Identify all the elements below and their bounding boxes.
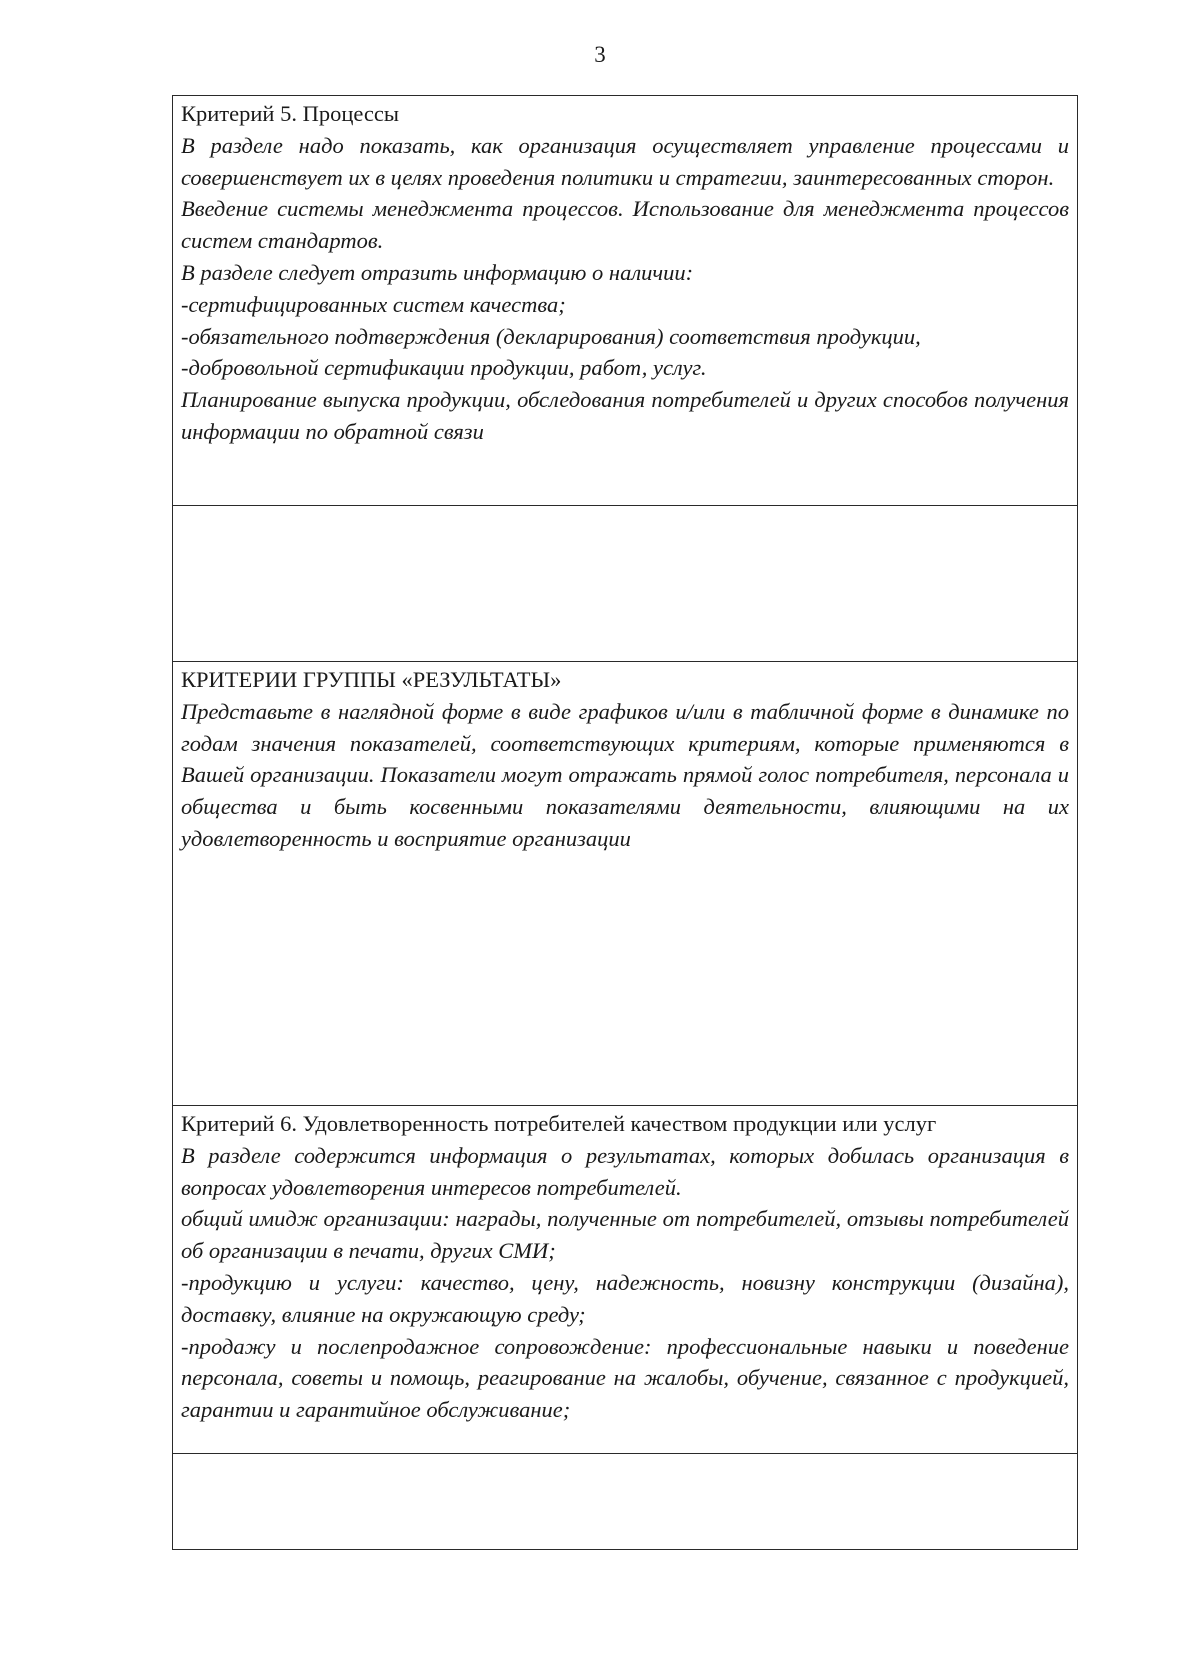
criterion-5-list-item: -сертифицированных систем качества;: [181, 291, 566, 317]
criterion-5-list-item: -добровольной сертификации продукции, работ, услуг.: [181, 355, 707, 381]
criterion-5-text: В разделе надо показать, как организация осуществляет управление процессами и совершенствует их в целях проведения политики и стратегии, заинтересованных сторон.: [181, 132, 1069, 190]
criterion-6-cell: [173, 1105, 1077, 1453]
results-group-cell: [173, 661, 1077, 1105]
criterion-5-answer-cell[interactable]: [173, 505, 1077, 661]
criterion-5-text: Планирование выпуска продукции, обследования потребителей и других способов получения информации по обратной связи: [181, 387, 1069, 444]
criterion-5-list-item: -обязательного подтверждения (декларирования) соответствия продукции,: [181, 323, 921, 349]
page-number: 3: [594, 42, 606, 67]
results-group-title: КРИТЕРИИ ГРУППЫ «РЕЗУЛЬТАТЫ»: [181, 667, 562, 692]
criteria-form-table: [172, 95, 1078, 1550]
criterion-6-title: Критерий 6. Удовлетворенность потребителей качеством продукции или услуг: [181, 1111, 937, 1136]
criterion-6-list-item: -продукцию и услуги: качество, цену, надежность, новизну конструкции (дизайна), доставку, влияние на окружающую среду;: [181, 1269, 1069, 1327]
criterion-5-text: Введение системы менеджмента процессов. Использование для менеджмента процессов систем стандартов.: [181, 196, 1069, 254]
criterion-5-cell: [173, 96, 1077, 505]
criterion-6-list-item: общий имидж организации: награды, полученные от потребителей, отзывы потребителей об организации в печати, других СМИ;: [181, 1206, 1069, 1264]
criterion-5-title: Критерий 5. Процессы: [181, 101, 400, 126]
criterion-6-text: В разделе содержится информация о результатах, которых добилась организация в вопросах удовлетворения интересов потребителей.: [181, 1142, 1069, 1200]
criterion-6-answer-cell[interactable]: [173, 1453, 1077, 1549]
criterion-5-text: В разделе следует отразить информацию о наличии:: [181, 259, 694, 285]
criterion-6-list-item: -продажу и послепродажное сопровождение: профессиональные навыки и поведение персонала, советы и помощь, реагирование на жалобы, обучение, связанное с продукцией, гарантии и гарантийное обслуживание;: [181, 1333, 1069, 1423]
results-group-text: Представьте в наглядной форме в виде графиков и/или в табличной форме в динамике по годам значения показателей, соответствующих критериям, которые применяются в Вашей организации. Показатели могут отражать прямой голос потребителя, персонала и общества и быть косвенными показателями деятельности, влияющими на их удовлетворенность и восприятие организации: [181, 698, 1069, 851]
